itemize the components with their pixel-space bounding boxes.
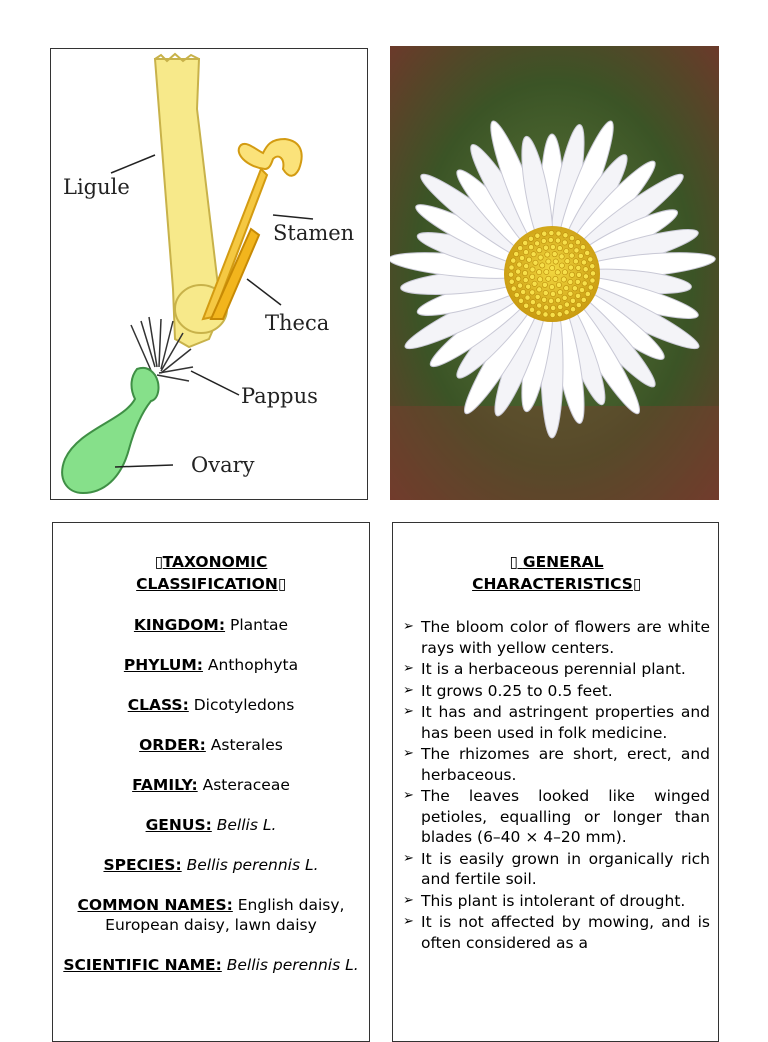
taxonomy-heading: ▯TAXONOMIC CLASSIFICATION▯ bbox=[136, 553, 287, 593]
floret-dot bbox=[531, 252, 536, 257]
floret-dot bbox=[583, 274, 588, 279]
phylum-row: PHYLUM: Anthophyta bbox=[123, 656, 299, 674]
floret-dot bbox=[555, 270, 560, 275]
floret-dot bbox=[528, 236, 533, 241]
theca-label: Theca bbox=[265, 311, 330, 335]
floret-dot bbox=[526, 257, 531, 262]
floret-dot bbox=[561, 277, 566, 282]
floret-dot bbox=[542, 282, 547, 287]
list-item: ➢ It is not affected by mowing, and is often considered as a bbox=[403, 912, 710, 953]
floret-dot bbox=[568, 291, 573, 296]
floret-dot bbox=[581, 297, 586, 302]
floret-dot bbox=[522, 270, 527, 275]
floret-dot bbox=[578, 253, 583, 258]
floret-dot bbox=[549, 284, 554, 289]
floret-dot bbox=[530, 267, 535, 272]
floret-dot bbox=[569, 253, 574, 258]
floret-dot bbox=[535, 294, 540, 299]
floret-dot bbox=[553, 276, 558, 281]
floret-dot bbox=[579, 287, 584, 292]
floret-dot bbox=[530, 300, 535, 305]
floret-dot bbox=[528, 245, 533, 250]
floret-dot bbox=[521, 289, 526, 294]
floret-dot bbox=[575, 279, 580, 284]
floret-dot bbox=[516, 276, 521, 281]
floret-dot bbox=[515, 269, 520, 274]
characteristics-list bbox=[403, 617, 710, 953]
list-item: ➢ It is a herbaceous perennial plant. bbox=[403, 659, 710, 680]
list-item: ➢ It has and astringent properties and has been used in folk medicine. bbox=[403, 702, 710, 743]
floret-dot bbox=[537, 287, 542, 292]
floret-dot bbox=[550, 244, 555, 249]
floret-dot bbox=[537, 248, 542, 253]
floret-dot bbox=[511, 258, 516, 263]
floret-dot bbox=[569, 272, 574, 277]
floret-dot bbox=[558, 304, 563, 309]
floret-dot bbox=[569, 236, 574, 241]
floret-dot bbox=[573, 259, 578, 264]
floret-dot bbox=[542, 231, 547, 236]
floret-dot bbox=[551, 305, 556, 310]
general-characteristics-panel bbox=[392, 522, 719, 1042]
floret-dot bbox=[530, 274, 535, 279]
characteristics-heading: ▯ GENERAL CHARACTERISTICS▯ bbox=[472, 553, 642, 593]
floret-dot bbox=[537, 269, 542, 274]
floret-dot bbox=[523, 250, 528, 255]
floret-dot bbox=[558, 290, 563, 295]
floret-dot bbox=[563, 233, 568, 238]
floret-dot bbox=[546, 276, 551, 281]
floret-dot bbox=[574, 248, 579, 253]
floret-dot bbox=[535, 241, 540, 246]
ovary-shape bbox=[62, 368, 158, 493]
floret-dot bbox=[575, 293, 580, 298]
genus-row: GENUS: Bellis L. bbox=[145, 816, 277, 834]
floret-dot bbox=[576, 272, 581, 277]
floret-dot bbox=[565, 259, 570, 264]
floret-dot bbox=[514, 292, 519, 297]
floret-dot bbox=[544, 269, 549, 274]
floret-dot bbox=[585, 291, 590, 296]
floret-dot bbox=[540, 263, 545, 268]
floret-dot bbox=[553, 259, 558, 264]
floret-diagram-panel bbox=[50, 48, 368, 500]
floret-dot bbox=[518, 298, 523, 303]
floret-dot bbox=[564, 248, 569, 253]
floret-dot bbox=[543, 290, 548, 295]
floret-dot bbox=[523, 240, 528, 245]
stamen-label: Stamen bbox=[273, 221, 355, 245]
floret-dot bbox=[562, 270, 567, 275]
floret-dot bbox=[585, 250, 590, 255]
floret-dot bbox=[536, 310, 541, 315]
floret-dot bbox=[514, 251, 519, 256]
floret-dot bbox=[538, 277, 543, 282]
daisy-image bbox=[390, 46, 719, 500]
floret-dot bbox=[572, 286, 577, 291]
floret-dot bbox=[545, 252, 550, 257]
list-item: ➢ This plant is intolerant of drought. bbox=[403, 891, 710, 912]
floret-dot bbox=[517, 283, 522, 288]
floret-dot bbox=[517, 262, 522, 267]
floret-dot bbox=[535, 233, 540, 238]
floret-dot bbox=[576, 265, 581, 270]
floret-dot bbox=[555, 298, 560, 303]
species-row: SPECIES: Bellis perennis L. bbox=[103, 856, 319, 874]
floret-dot bbox=[548, 237, 553, 242]
floret-dot bbox=[556, 282, 561, 287]
floret-dot bbox=[543, 312, 548, 317]
floret-dot bbox=[570, 307, 575, 312]
list-item: ➢ The bloom color of flowers are white rays with yellow centers. bbox=[403, 617, 710, 658]
floret-diagram bbox=[51, 49, 368, 500]
floret-dot bbox=[557, 312, 562, 317]
floret-dot bbox=[575, 240, 580, 245]
floret-dot bbox=[568, 243, 573, 248]
kingdom-row: KINGDOM: Plantae bbox=[133, 616, 289, 634]
floret-dot bbox=[590, 278, 595, 283]
floret-dot bbox=[564, 302, 569, 307]
floret-dot bbox=[550, 265, 555, 270]
floret-dot bbox=[557, 246, 562, 251]
floret-dot bbox=[564, 310, 569, 315]
floret-dot bbox=[543, 305, 548, 310]
floret-dot bbox=[541, 238, 546, 243]
floret-dot bbox=[581, 260, 586, 265]
floret-dot bbox=[542, 297, 547, 302]
floret-dot bbox=[580, 245, 585, 250]
floret-dot bbox=[548, 298, 553, 303]
floret-dot bbox=[588, 285, 593, 290]
floret-dot bbox=[590, 264, 595, 269]
floret-dot bbox=[562, 295, 567, 300]
floret-dot bbox=[564, 285, 569, 290]
floret-dot bbox=[543, 245, 548, 250]
floret-dot bbox=[525, 295, 530, 300]
floret-dot bbox=[523, 277, 528, 282]
order-row: ORDER: Asterales bbox=[139, 736, 283, 754]
scientific-name-row: SCIENTIFIC NAME: Bellis perennis L. bbox=[63, 956, 359, 974]
floret-dot bbox=[562, 240, 567, 245]
floret-dot bbox=[524, 264, 529, 269]
list-item: ➢ The rhizomes are short, erect, and herbaceous. bbox=[403, 744, 710, 785]
floret-dot bbox=[509, 279, 514, 284]
floret-dot bbox=[582, 281, 587, 286]
taxonomic-classification-panel bbox=[52, 522, 370, 1042]
floret-dot bbox=[568, 279, 573, 284]
list-item: ➢ The leaves looked like winged petioles, equalling or longer than blades (6–40 × 4–20 mm). bbox=[403, 786, 710, 848]
floret-dot bbox=[537, 303, 542, 308]
floret-dot bbox=[583, 267, 588, 272]
ovary-label: Ovary bbox=[191, 453, 255, 477]
floret-dot bbox=[519, 255, 524, 260]
floret-dot bbox=[576, 302, 581, 307]
ligule-label: Ligule bbox=[63, 175, 130, 199]
floret-dot bbox=[588, 257, 593, 262]
floret-dot bbox=[530, 290, 535, 295]
floret-dot bbox=[590, 271, 595, 276]
list-item: ➢ It is easily grown in organically rich and fertile soil. bbox=[403, 849, 710, 890]
floret-dot bbox=[552, 252, 557, 257]
family-row: FAMILY: Asteraceae bbox=[132, 776, 290, 794]
floret-dot bbox=[556, 231, 561, 236]
common-names-row: COMMON NAMES: English daisy, European daisy, lawn daisy bbox=[77, 896, 345, 934]
floret-dot bbox=[570, 298, 575, 303]
floret-dot bbox=[526, 284, 531, 289]
list-item: ➢ It grows 0.25 to 0.5 feet. bbox=[403, 681, 710, 702]
floret-dot bbox=[529, 307, 534, 312]
floret-dot bbox=[532, 281, 537, 286]
daisy-photo bbox=[390, 46, 719, 500]
floret-dot bbox=[511, 286, 516, 291]
floret-dot bbox=[555, 238, 560, 243]
floret-dot bbox=[550, 312, 555, 317]
pappus-label: Pappus bbox=[241, 384, 318, 408]
floret-dot bbox=[559, 263, 564, 268]
floret-dot bbox=[524, 303, 529, 308]
floret-dot bbox=[538, 255, 543, 260]
class-row: CLASS: Dicotyledons bbox=[127, 696, 295, 714]
floret-dot bbox=[568, 265, 573, 270]
floret-dot bbox=[509, 265, 514, 270]
floret-dot bbox=[559, 254, 564, 259]
floret-dot bbox=[550, 291, 555, 296]
floret-dot bbox=[518, 246, 523, 251]
floret-dot bbox=[508, 272, 513, 277]
floret-dot bbox=[549, 230, 554, 235]
floret-dot bbox=[533, 260, 538, 265]
floret-dot bbox=[546, 259, 551, 264]
